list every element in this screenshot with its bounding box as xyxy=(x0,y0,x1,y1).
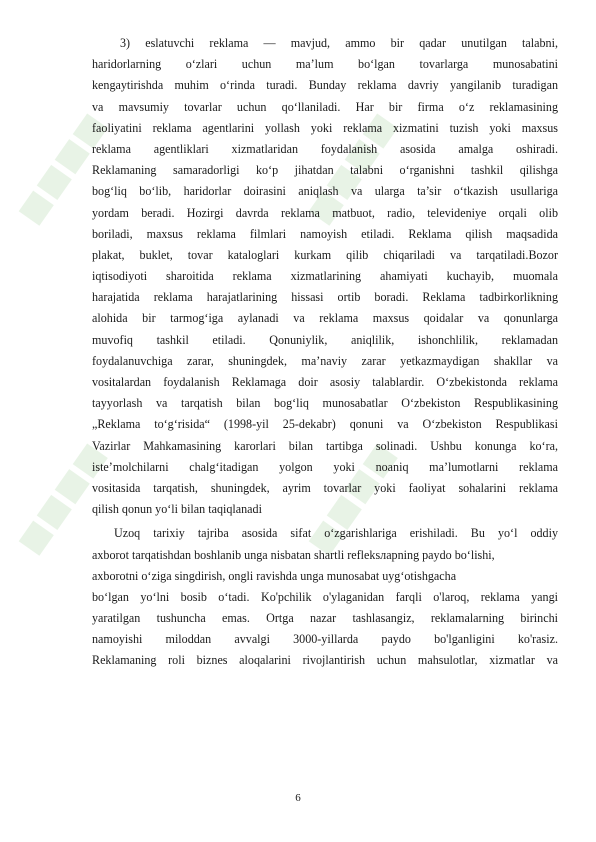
watermark-mark-3: ■■■■ xyxy=(2,430,122,567)
text-line: bog‘liq bo‘lib, haridorlar doirasini aniqlash va ularga ta’sir o‘tkazish usullariga xyxy=(92,184,558,199)
text-line: harajatida reklama harajatlarining hissasi ortib boradi. Reklama tadbirkorlikning xyxy=(92,290,558,305)
text-line: Reklamaning roli biznes aloqalarini rivojlantirish uchun mahsulotlar, xizmatlar va xyxy=(92,653,558,668)
text-line: iste’molchilarni chalg‘itadigan yolgon yoki noaniq ma’lumotlarni reklama xyxy=(92,459,558,474)
text-line: yaratilgan tushuncha emas. Ortga nazar tashlasangiz, reklamalarning birinchi xyxy=(92,611,558,626)
document-page xyxy=(92,33,558,672)
text-line: „Reklama to‘g‘risida“ (1998-yil 25-dekabr) qonuni va O‘zbekiston Respublikasi xyxy=(92,417,558,432)
text-line: iqtisodiyoti sharoitida reklama xizmatlarining ahamiyati kuchayib, muomala xyxy=(92,269,558,284)
text-line: yordam beradi. Hozirgi davrda reklama matbuot, radio, televideniye orqali olib xyxy=(92,205,558,220)
text-line: Uzoq tarixiy tajriba asosida sifat o‘zgarishlariga erishiladi. Bu yo‘l oddiy xyxy=(114,526,558,541)
text-line: plakat, buklet, tovar kataloglari kurkam qilib chiqariladi va tarqatiladi.Bozor xyxy=(92,247,558,262)
text-line: vositasida tarqatish, shuningdek, ayrim tovarlar yoki faoliyat sohalarini reklama xyxy=(92,480,558,495)
text-line: axborotni o‘ziga singdirish, ongli ravishda unga munosabat uyg‘otishgacha xyxy=(92,568,457,583)
text-line: faoliyatini reklama agentlarini yollash yoki reklama xizmatini tuzish yoki maxsus xyxy=(92,120,558,135)
watermark-mark-2: ■■■■ xyxy=(292,100,412,237)
text-line: 3) eslatuvchi reklama — mavjud, ammo bir qadar unutilgan talabni, xyxy=(120,36,558,50)
text-line: reklama agentliklari xizmatlaridan foydalanish asosida amalga oshiradi. xyxy=(92,141,558,156)
text-line: axborot tarqatishdan boshlanib unga nisbatan shartli refleksларning paydo bo‘lishi, xyxy=(92,547,495,562)
text-line: foydalanuvchiga zarar, shuningdek, ma’naviy zarar yetkazmaydigan shakllar va xyxy=(92,353,558,368)
text-line: qilish qonun yo‘li bilan taqiqlanadi xyxy=(92,502,262,517)
page-number: 6 xyxy=(295,792,301,804)
watermark-mark-1: ■■■■ xyxy=(2,100,122,237)
text-line: Vazirlar Mahkamasining karorlari bilan tartibga solinadi. Ushbu konunga ko‘ra, xyxy=(92,438,558,453)
text-line: namoyishi miloddan avvalgi 3000-yillarda paydo bo'lganligini ko'rasiz. xyxy=(92,632,558,647)
text-line: va mavsumiy tovarlar uchun qo‘llaniladi. Har bir firma o‘z reklamasining xyxy=(92,99,558,114)
text-line: haridorlarning o‘zlari uchun ma’lum bo‘lgan tovarlarga munosabatini xyxy=(92,57,558,72)
text-line: bo‘lgan yo‘lni bosib o‘tadi. Ko'pchilik o'ylaganidan farqli o'laroq, reklama yangi xyxy=(92,589,558,604)
text-line: Reklamaning samaradorligi ko‘p jihatdan talabni o‘rganishni tashkil qilishga xyxy=(92,163,558,178)
text-line: tayyorlash va tarqatish bilan bog‘liq munosabatlar O‘zbekiston Respublikasining xyxy=(92,396,558,411)
text-line: vositalardan foydalanish Reklamaga doir asosiy talablardir. O‘zbekistonda reklama xyxy=(92,375,558,389)
text-line: kengaytirishda muhim o‘rinda turadi. Bunday reklama davriy yangilanib turadigan xyxy=(92,78,558,93)
text-line: muvofiq tashkil etiladi. Qonuniylik, aniqlilik, ishonchlilik, reklamadan xyxy=(92,332,558,347)
text-line: alohida bir tarmog‘iga aylanadi va reklama maxsus qoidalar va qonunlarga xyxy=(92,311,558,326)
text-line: boriladi, maxsus reklama filmlari namoyish etiladi. Reklama qilish maqsadida xyxy=(92,226,558,241)
watermark-mark-4: ■■■■ xyxy=(292,430,412,567)
